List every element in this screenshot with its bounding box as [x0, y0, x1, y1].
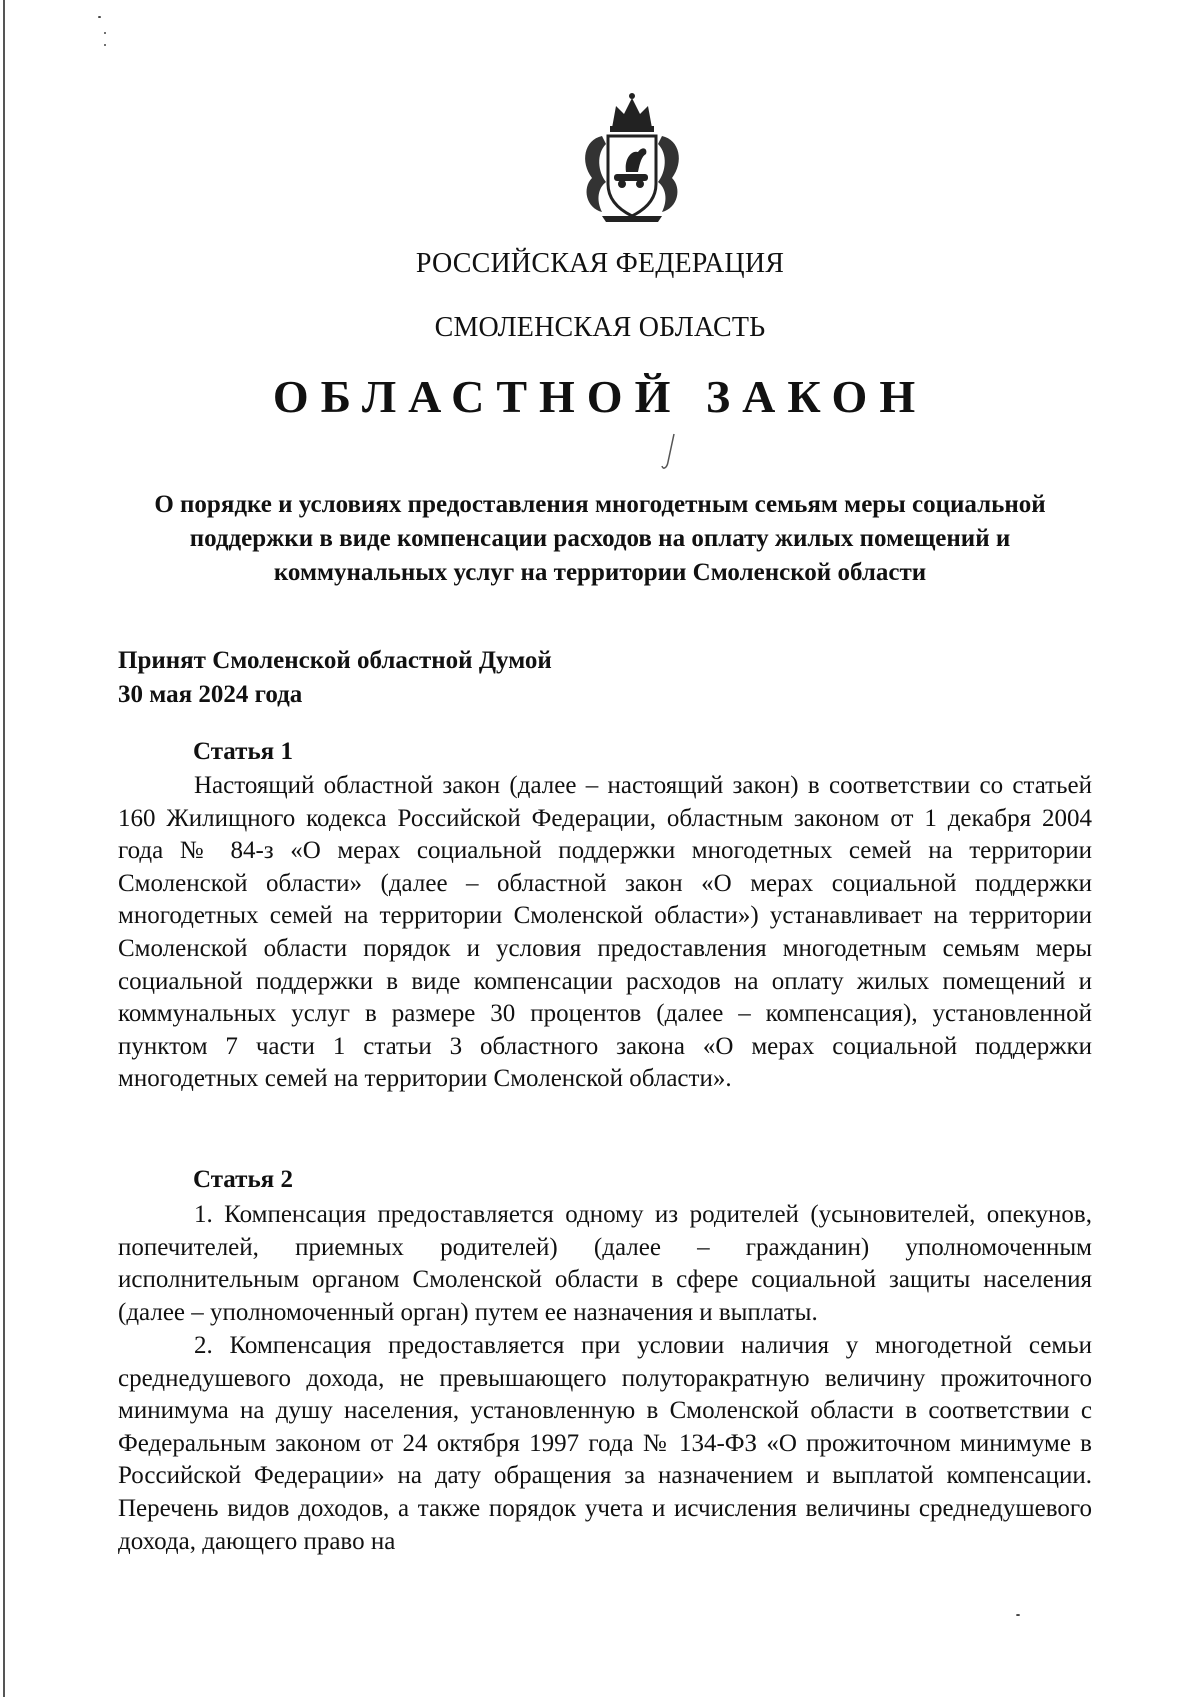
article-1-heading: Статья 1: [193, 738, 293, 765]
document-type-title: ОБЛАСТНОЙ ЗАКОН: [272, 371, 928, 422]
federation-heading: РОССИЙСКАЯ ФЕДЕРАЦИЯ: [415, 248, 785, 279]
scan-speck: [104, 32, 106, 34]
article-2-paragraph-1: 1. Компенсация предоставляется одному из родителей (усыновителей, опекунов, попечителей, приемных родителей) (далее – гражданин) уполномоченным исполнительным органом Смоленской области в сфере социальной защиты населения (далее – уполномоченный орган) путем ее назначения и выплаты.: [118, 1201, 1092, 1326]
law-subject-title: О порядке и условиях предоставления многодетным семьям меры социальной поддержки в виде компенсации расходов на оплату жилых помещений и коммунальных услуг на территории Смоленской области: [154, 491, 1046, 586]
adoption-body: Принят Смоленской областной Думой: [118, 647, 552, 674]
adoption-date: 30 мая 2024 года: [118, 681, 303, 708]
scan-speck: [1016, 1614, 1020, 1616]
smolensk-coat-of-arms-icon: [572, 92, 692, 224]
adoption-info: [118, 644, 818, 712]
scan-speck: [104, 44, 106, 46]
article-2-paragraph-2: 2. Компенсация предоставляется при условии наличия у многодетной семьи среднедушевого дохода, не превышающего полуторакратную величину прожиточного минимума на душу населения, установленную в Смоленской области в соответствии с Федеральным законом от 24 октября 1997 года № 134-ФЗ «О прожиточном минимуме в Российской Федерации» на дату обращения за назначением и выплатой компенсации. Перечень видов доходов, а также порядок учета и исчисления величины среднедушевого дохода, дающего право на: [118, 1332, 1092, 1555]
region-heading: СМОЛЕНСКАЯ ОБЛАСТЬ: [434, 312, 766, 343]
article-1-paragraph: Настоящий областной закон (далее – настоящий закон) в соответствии со статьей 160 Жилищного кодекса Российской Федерации, областным законом от 1 декабря 2004 года № 84-з «О мерах социальной поддержки многодетных семей на территории Смоленской области» (далее – областной закон «О мерах социальной поддержки многодетных семей на территории Смоленской области») устанавливает на территории Смоленской области порядок и условия предоставления многодетным семьям меры социальной поддержки в виде компенсации расходов на оплату жилых помещений и коммунальных услуг в размере 30 процентов (далее – компенсация), установленной пунктом 7 части 1 статьи 3 областного закона «О мерах социальной поддержки многодетных семей на территории Смоленской области».: [118, 772, 1092, 1093]
scan-speck: [98, 16, 101, 18]
pen-mark: [660, 432, 678, 472]
article-2-heading: Статья 2: [193, 1166, 293, 1193]
